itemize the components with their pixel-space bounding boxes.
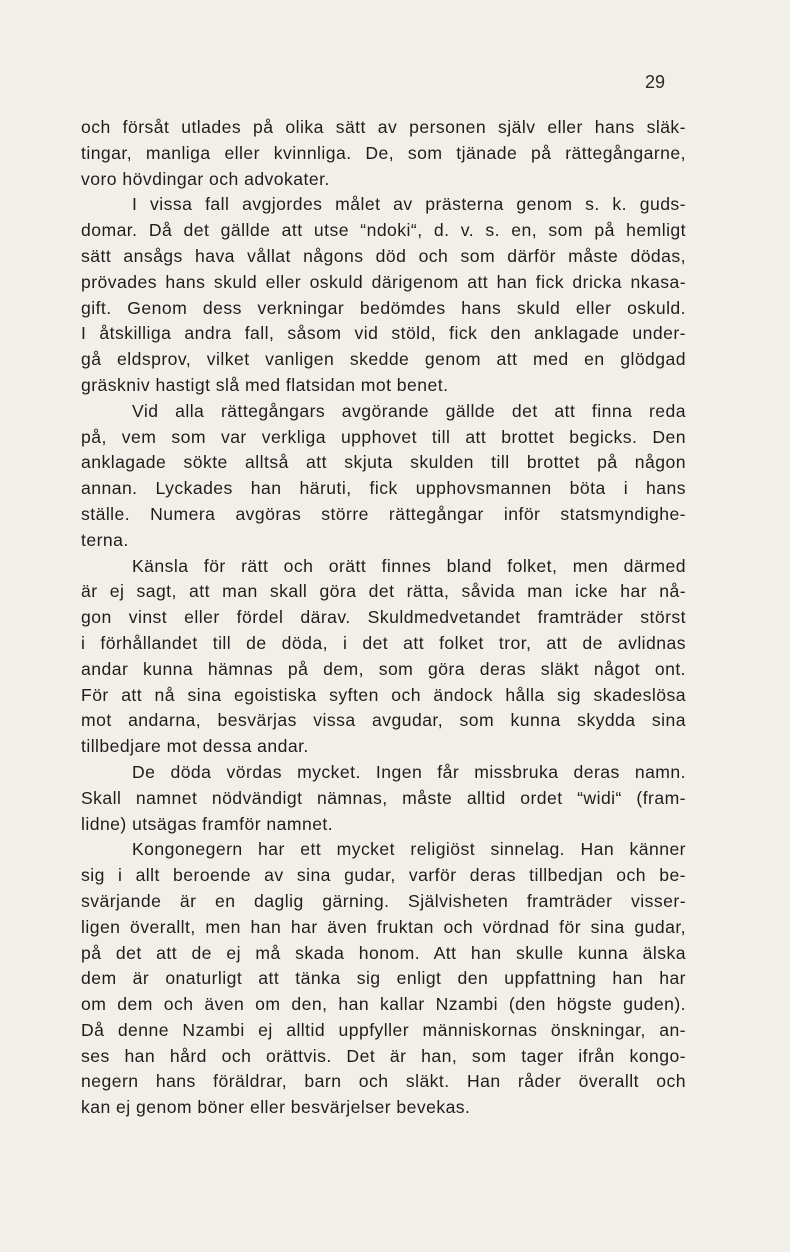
text-line: gon vinst eller fördel därav. Skuldmedvetandet framträder störst [81,607,686,628]
text-line: De döda vördas mycket. Ingen får missbruka deras namn. [132,761,686,782]
text-line: mot andarna, besvärjas vissa avgudar, som kunna skydda sina [81,710,686,731]
text-line: annan. Lyckades han häruti, fick upphovsmannen böta i hans [81,478,686,499]
text-line: I åtskilliga andra fall, såsom vid stöld, fick den anklagade under- [81,323,686,344]
text-line: För att nå sina egoistiska syften och ändock hålla sig skadeslösa [81,684,686,705]
text-line: gå eldsprov, vilket vanligen skedde genom att med en glödgad [81,349,686,370]
text-line: domar. Då det gällde att utse “ndoki“, d. v. s. en, som på hemligt [81,220,686,241]
text-line: dem är onaturligt att tänka sig enligt den uppfattning han har [81,968,686,989]
text-line: ligen överallt, men han har även fruktan och vördnad för sina gudar, [81,916,686,937]
body-text [81,115,686,1121]
text-line: på, vem som var verkliga upphovet till att brottet begicks. Den [81,426,686,447]
text-line: negern hans föräldrar, barn och släkt. Han råder överallt och [81,1071,686,1092]
text-line: Känsla för rätt och orätt finnes bland folket, men därmed [132,555,686,576]
text-line: i förhållandet till de döda, i det att folket tror, att de avlidnas [81,632,686,653]
text-line: sätt ansågs hava vållat någons död och som därför måste dödas, [81,245,686,266]
text-line: om dem och även om den, han kallar Nzambi (den högste guden). [81,994,686,1015]
text-line: sig i allt beroende av sina gudar, varför deras tillbedjan och be- [81,865,686,886]
text-line: gräskniv hastigt slå med flatsidan mot benet. [81,374,449,395]
text-line: och försåt utlades på olika sätt av personen själv eller hans släk- [81,117,686,137]
text-line: gift. Genom dess verkningar bedömdes hans skuld eller oskuld. [81,297,686,318]
text-line: prövades hans skuld eller oskuld därigenom att han fick dricka nkasa- [81,271,686,292]
text-line: terna. [81,529,129,550]
text-line: är ej sagt, att man skall göra det rätta, såvida man icke har nå- [81,581,686,602]
text-line: ses han hård och orättvis. Det är han, som tager ifrån kongo- [81,1045,686,1066]
text-line: på det att de ej må skada honom. Att han skulle kunna älska [81,942,686,963]
text-line: Vid alla rättegångars avgörande gällde det att finna reda [132,400,686,421]
text-line: Då denne Nzambi ej alltid uppfyller människornas önskningar, an- [81,1019,686,1040]
page-number: 29 [644,72,665,92]
text-line: svärjande är en daglig gärning. Självisheten framträder visser- [81,890,686,911]
text-line: I vissa fall avgjordes målet av prästerna genom s. k. guds- [132,194,686,215]
text-line: andar kunna hämnas på dem, som göra deras släkt något ont. [81,658,686,679]
text-line: tingar, manliga eller kvinnliga. De, som tjänade på rättegångarne, [81,142,686,163]
text-line: Kongonegern har ett mycket religiöst sinnelag. Han känner [132,839,686,860]
text-line: anklagade sökte alltså att skjuta skulden till brottet på någon [81,452,686,473]
text-line: lidne) utsägas framför namnet. [81,813,334,834]
text-line: tillbedjare mot dessa andar. [81,736,309,757]
text-line: kan ej genom böner eller besvärjelser bevekas. [81,1097,471,1118]
text-line: ställe. Numera avgöras större rättegångar inför statsmyndighe- [81,503,686,524]
text-line: voro hövdingar och advokater. [81,168,330,189]
text-line: Skall namnet nödvändigt nämnas, måste alltid ordet “widi“ (fram- [81,787,686,808]
